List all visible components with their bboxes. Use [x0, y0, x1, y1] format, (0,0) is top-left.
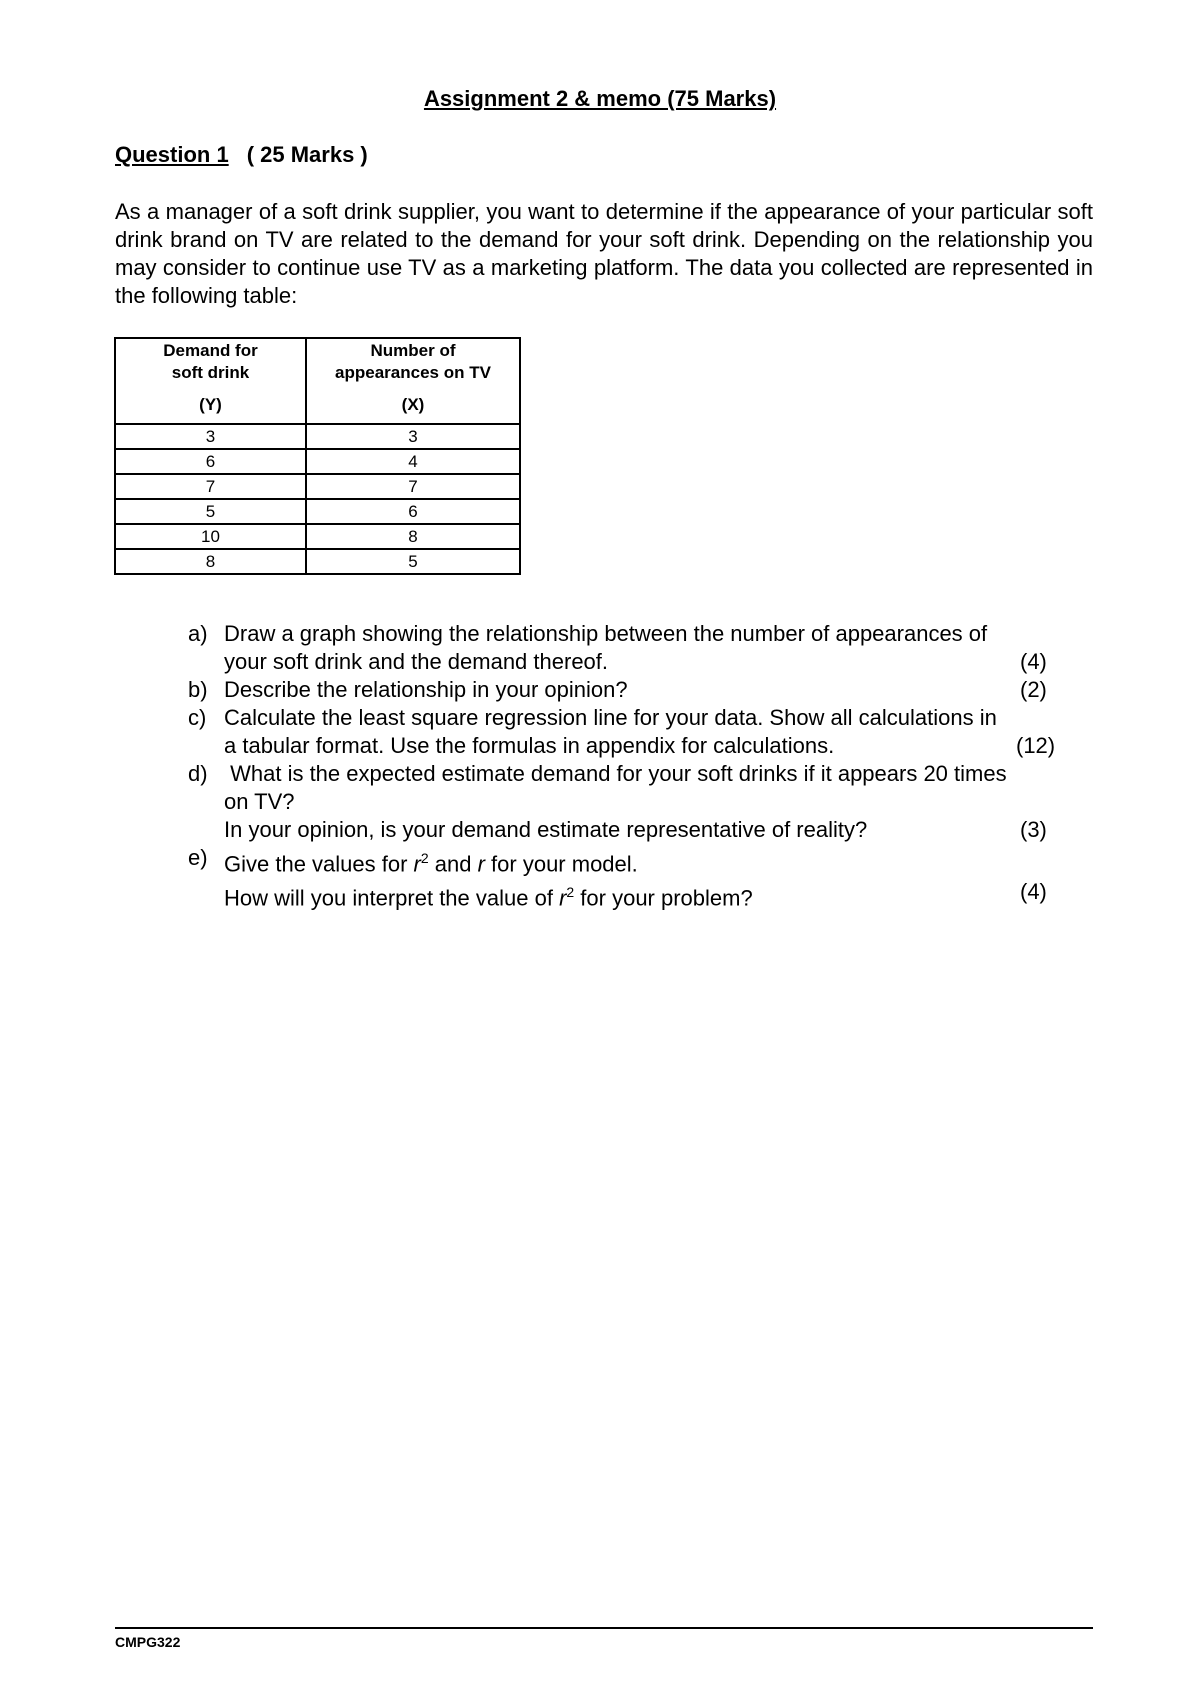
- cell-y: 10: [115, 524, 306, 549]
- part-text-segment: and: [428, 851, 478, 877]
- footer-course-code: CMPG322: [115, 1634, 181, 1650]
- header-appearances-symbol: (X): [401, 395, 425, 414]
- question-label: Question 1: [115, 142, 229, 167]
- cell-y: 8: [115, 549, 306, 574]
- part-text: [224, 648, 1098, 676]
- part-text: [224, 732, 1098, 760]
- superscript: 2: [566, 884, 575, 901]
- superscript: 2: [420, 850, 429, 866]
- cell-x: 5: [306, 549, 520, 574]
- question-heading: [115, 142, 368, 168]
- part-text: [224, 816, 1098, 844]
- part-text: on TV?: [224, 789, 295, 814]
- part-marks: (12): [1016, 733, 1056, 758]
- cell-y: 7: [115, 474, 306, 499]
- cell-x: 3: [306, 424, 520, 449]
- part-text: Draw a graph showing the relationship between the number of appearances of: [224, 621, 988, 646]
- part-text: Calculate the least square regression line for your data. Show all calculations in: [224, 705, 997, 730]
- r-symbol: r: [477, 851, 485, 877]
- header-appearances: [306, 338, 520, 424]
- document-title: Assignment 2 & memo (75 Marks): [423, 86, 777, 111]
- part-marks: (4): [1020, 649, 1047, 674]
- part-a: [188, 620, 1098, 676]
- header-demand-symbol: (Y): [199, 395, 222, 414]
- cell-x: 6: [306, 499, 520, 524]
- part-text-segment: for your model.: [484, 851, 638, 877]
- part-text-segment: In your opinion, is your demand estimate representative of reality?: [224, 817, 868, 842]
- cell-x: 8: [306, 524, 520, 549]
- part-text: [224, 676, 1098, 704]
- question-parts: [188, 620, 1098, 913]
- header-demand: [115, 338, 306, 424]
- part-text-segment: How will you interpret the value of: [224, 885, 560, 911]
- table-row: [115, 549, 520, 574]
- part-letter: d): [188, 761, 208, 786]
- cell-x: 7: [306, 474, 520, 499]
- part-text-segment: your soft drink and the demand thereof.: [224, 649, 609, 674]
- part-letter: a): [188, 621, 208, 646]
- cell-x: 4: [306, 449, 520, 474]
- part-c: [188, 704, 1098, 760]
- part-text: [224, 844, 1098, 878]
- part-e: [188, 844, 1098, 913]
- part-marks: (3): [1020, 817, 1047, 842]
- cell-y: 5: [115, 499, 306, 524]
- table-row: [115, 424, 520, 449]
- part-text-segment: a tabular format. Use the formulas in appendix for calculations.: [224, 733, 835, 758]
- header-demand-line1: Demand for: [163, 341, 258, 360]
- question-intro: As a manager of a soft drink supplier, you want to determine if the appearance of your particular soft drink brand on TV are related to the demand for your soft drink. Depending on the relationship you may consider to continue use TV as a marketing platform. The data you collected are represented in the following table:: [115, 199, 1093, 308]
- part-text-segment: Give the values for: [224, 851, 414, 877]
- part-marks: (2): [1020, 677, 1047, 702]
- part-text: [224, 878, 1098, 912]
- table-row: [115, 499, 520, 524]
- part-letter: b): [188, 677, 208, 702]
- part-letter: e): [188, 845, 208, 870]
- data-table: [114, 337, 521, 575]
- table-row: [115, 524, 520, 549]
- table-row: [115, 474, 520, 499]
- part-b: [188, 676, 1098, 704]
- question-marks: ( 25 Marks ): [246, 142, 368, 167]
- footer-rule: [115, 1627, 1093, 1629]
- part-d: [188, 760, 1098, 844]
- cell-y: 6: [115, 449, 306, 474]
- header-appearances-line1: Number of: [370, 341, 456, 360]
- header-appearances-line2: appearances on TV: [335, 363, 491, 382]
- table-header-row: [115, 338, 520, 424]
- part-letter: c): [188, 705, 207, 730]
- r-symbol: r: [559, 885, 567, 911]
- part-text: What is the expected estimate demand for your soft drinks if it appears 20 times: [224, 761, 1007, 786]
- part-text-segment: for your problem?: [574, 885, 753, 911]
- r-symbol: r: [413, 851, 421, 877]
- table-row: [115, 449, 520, 474]
- header-demand-line2: soft drink: [171, 363, 250, 382]
- part-marks: (4): [1020, 879, 1047, 905]
- part-text-segment: Describe the relationship in your opinion?: [224, 677, 628, 702]
- cell-y: 3: [115, 424, 306, 449]
